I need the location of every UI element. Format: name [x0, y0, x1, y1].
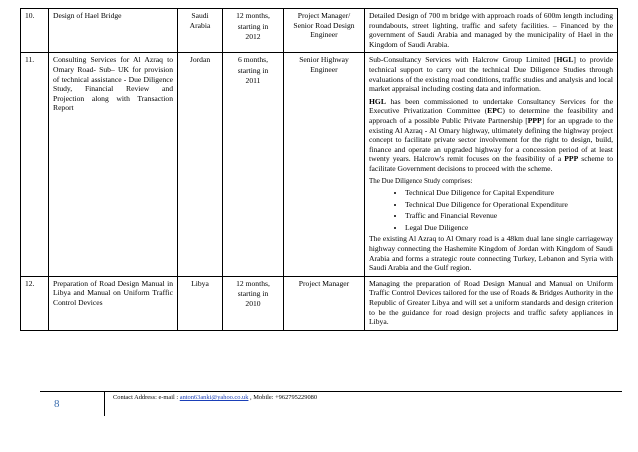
row-number: 11.: [21, 53, 49, 276]
table-row: [21, 9, 618, 53]
position: Project Manager: [284, 276, 365, 330]
duration-year: 2011: [245, 75, 261, 85]
epc-abbr: EPC: [487, 106, 503, 116]
position: Senior Highway Engineer: [284, 53, 365, 276]
contact-prefix: Contact Address: e-mail :: [113, 394, 180, 401]
table-row: [21, 53, 618, 276]
contact-info: [113, 394, 317, 401]
duration: [223, 53, 284, 276]
position: Project Manager/ Senior Road Design Engineer: [284, 9, 365, 53]
duration-length: 12 months,: [236, 11, 270, 20]
project-name: Preparation of Road Design Manual in Libya and Manual on Uniform Traffic Control Devices: [49, 276, 178, 330]
footer-divider: [104, 392, 105, 416]
table-row: [21, 276, 618, 330]
list-item: • Legal Due Diligence: [405, 223, 613, 233]
ppp-abbr: PPP: [564, 154, 579, 164]
duration-start-label: starting in: [237, 21, 269, 31]
project-description: [365, 53, 618, 276]
duration-year: 2010: [245, 299, 261, 309]
country: Jordan: [178, 53, 223, 276]
description-paragraph: Sub-Consultancy Services with Halcrow Group Limited [HGL] to provide technical support to carry out the technical Due Diligence Studies through evaluations of the existing road conditions, traffic studies and analysis and local market appraisal including costing data and information.: [369, 55, 613, 94]
row-number: 10.: [21, 9, 49, 53]
contact-suffix: , Mobile: +962795229080: [248, 394, 318, 401]
project-description: Detailed Design of 700 m bridge with approach roads of 600m length including roundabouts, street lighting, traffic and safety facilities. – Financed by the government of Saudi Arabia and managed by the municipality of Hael in the Kingdom of Saudi Arabia.: [365, 9, 618, 53]
duration-start-label: starting in: [237, 289, 269, 299]
hgl-abbr: HGL: [369, 96, 386, 106]
hgl-abbr: HGL: [556, 55, 574, 65]
country: Saudi Arabia: [178, 9, 223, 53]
row-number: 12.: [21, 276, 49, 330]
country: Libya: [178, 276, 223, 330]
due-diligence-list: [369, 188, 613, 232]
page-footer: [40, 391, 622, 416]
duration: [223, 9, 284, 53]
project-name: Design of Hael Bridge: [49, 9, 178, 53]
list-item: • Technical Due Diligence for Operational Expenditure: [405, 200, 613, 210]
project-name: Consulting Services for Al Azraq to Omary Road- Sub– UK for provision of technical assistance - Due Diligence Study, Financial Review and Projection along with Transaction Report: [49, 53, 178, 276]
duration: [223, 276, 284, 330]
duration-start-label: starting in: [237, 65, 269, 75]
duration-length: 12 months,: [236, 278, 270, 288]
ppp-abbr: PPP: [527, 115, 542, 125]
project-description: Managing the preparation of Road Design Manual and Manual on Uniform Traffic Control Devices tailored for the use of Roads & Bridges Authority in the Republic of Greater Libya and will set a uniform standards and design criterion to be the guidance for road design projects and traffic safety appliances in Libya.: [365, 276, 618, 330]
list-item: • Traffic and Financial Revenue: [405, 211, 613, 221]
duration-year: 2012: [245, 31, 261, 41]
description-paragraph: The existing Al Azraq to Al Omary road is a 48km dual lane single carriageway highway connecting the Hashemite Kingdom of Jordan with Kingdom of Saudi Arabia and forms a strategic route connecting Turkey, Lebanon and Syria with Saudi Arabia and the Gulf region.: [369, 234, 613, 273]
list-item: • Technical Due Diligence for Capital Expenditure: [405, 188, 613, 198]
page-number: 8: [54, 398, 60, 410]
email-link[interactable]: anton63anki@yahoo.co.uk: [179, 394, 249, 401]
projects-table: [20, 8, 618, 331]
duration-length: 6 months,: [238, 55, 268, 65]
description-paragraph: HGL has been commissioned to undertake Consultancy Services for the Executive Privatization Committee (EPC) to determine the feasibility and approach of a possible Public Private Partnership [PPP] for an upgrade to the existing Al Azraq - Al Omary highway, ultimately defining the highway project concept to facilitate private sector involvement for the right to design, build, finance and operate an upgraded highway for a concession period of at least twenty years. Halcrow's remit focuses on the feasibility of a PPP scheme to facilitate Government decisions to proceed with the scheme.: [369, 96, 613, 173]
due-diligence-title: The Due Diligence Study comprises:: [369, 176, 473, 185]
